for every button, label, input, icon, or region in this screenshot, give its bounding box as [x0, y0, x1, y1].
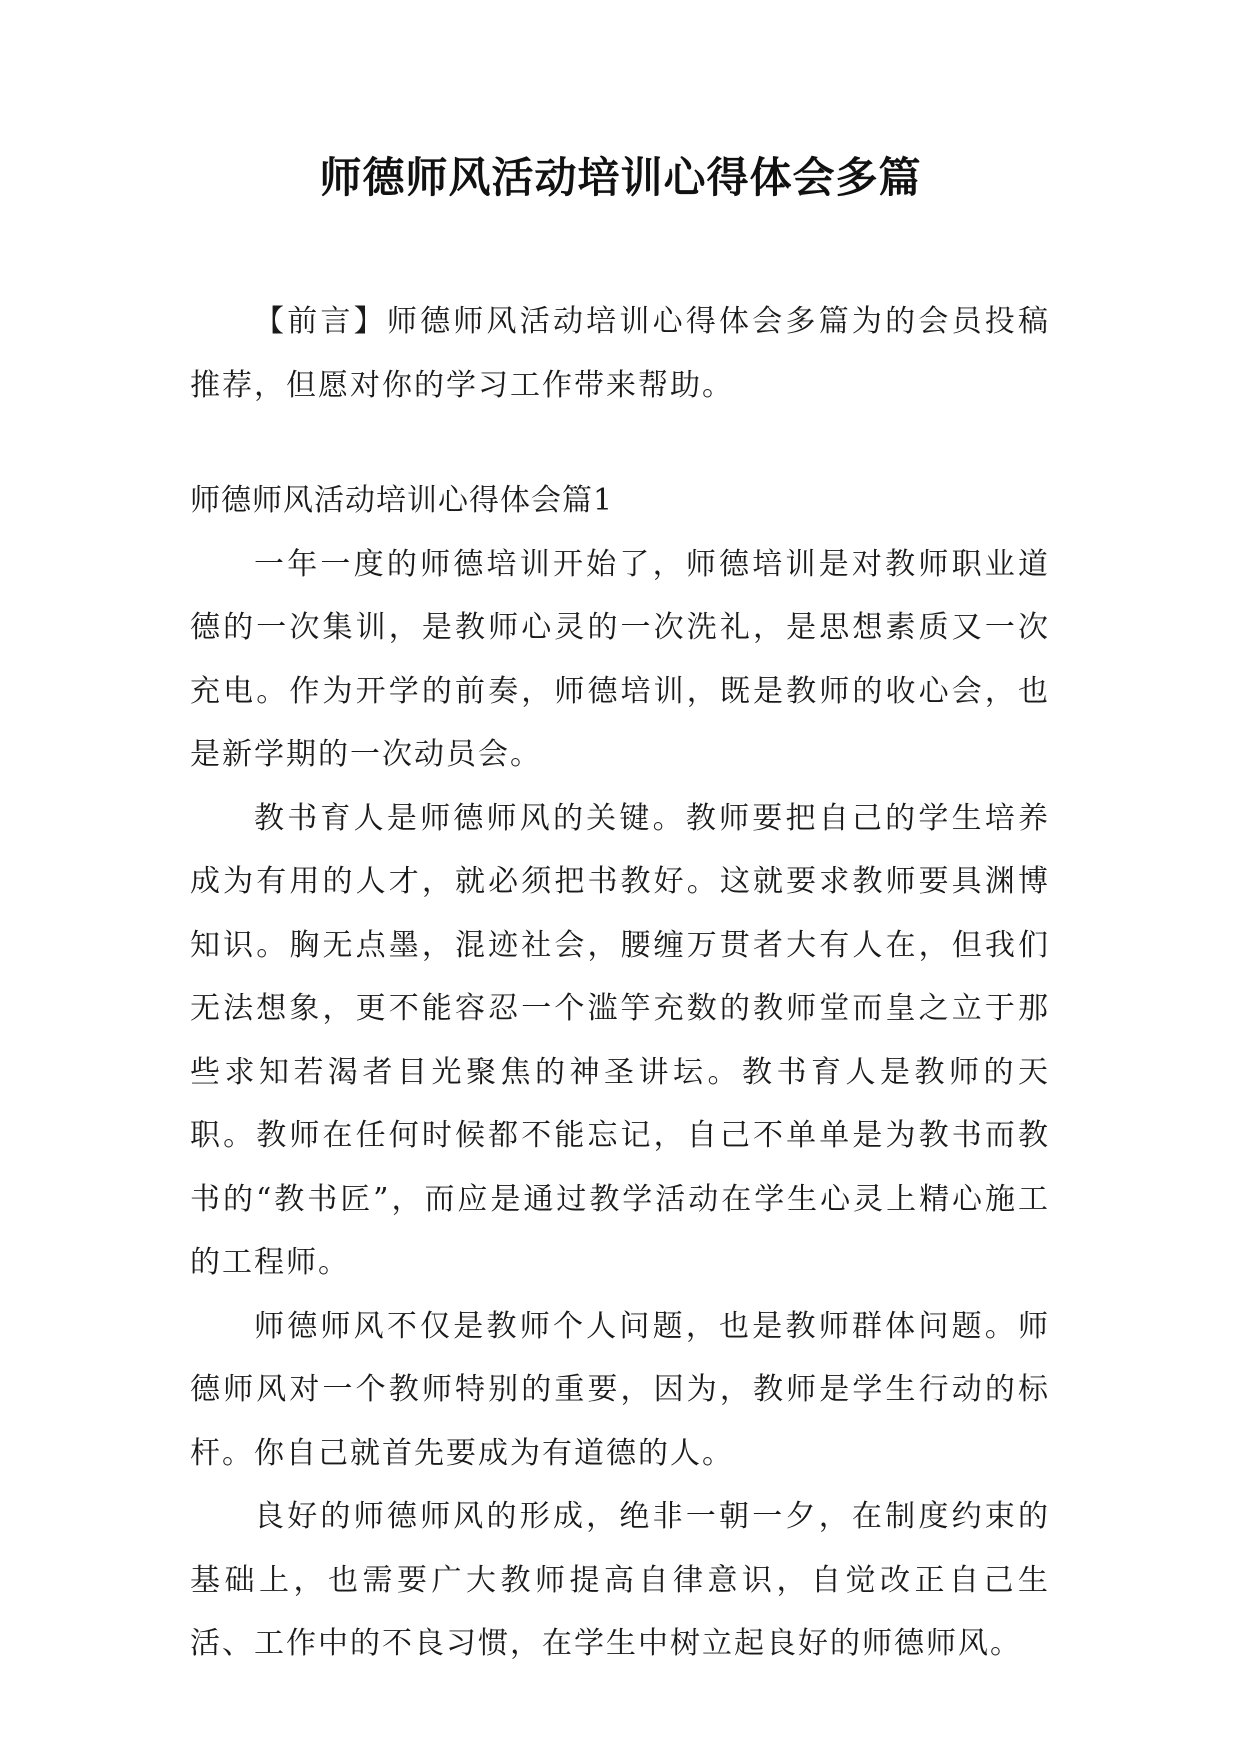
document-body: [190, 290, 1050, 1676]
body-paragraph-4: 良好的师德师风的形成，绝非一朝一夕，在制度约束的基础上，也需要广大教师提高自律意识，自觉改正自己生活、工作中的不良习惯，在学生中树立起良好的师德师风。: [190, 1499, 1050, 1661]
body-paragraph-2: 教书育人是师德师风的关键。教师要把自己的学生培养成为有用的人才，就必须把书教好。这就要求教师要具渊博知识。胸无点墨，混迹社会，腰缠万贯者大有人在，但我们无法想象，更不能容忍一个滥竽充数的教师堂而皇之立于那些求知若渴者目光聚焦的神圣讲坛。教书育人是教师的天职。教师在任何时候都不能忘记，自己不单单是为教书而教书的“教书匠”，而应是通过教学活动在学生心灵上精心施工的工程师。: [190, 800, 1050, 1280]
preface-paragraph: 【前言】师德师风活动培训心得体会多篇为的会员投稿推荐，但愿对你的学习工作带来帮助。: [190, 304, 1050, 403]
body-paragraph-3: 师德师风不仅是教师个人问题，也是教师群体问题。师德师风对一个教师特别的重要，因为，教师是学生行动的标杆。你自己就首先要成为有道德的人。: [190, 1308, 1050, 1471]
section-heading: 师德师风活动培训心得体会篇1: [190, 483, 614, 518]
body-paragraph-1: 一年一度的师德培训开始了，师德培训是对教师职业道德的一次集训，是教师心灵的一次洗礼，是思想素质又一次充电。作为开学的前奏，师德培训，既是教师的收心会，也是新学期的一次动员会。: [190, 546, 1050, 772]
document-title: 师德师风活动培训心得体会多篇: [319, 153, 922, 202]
